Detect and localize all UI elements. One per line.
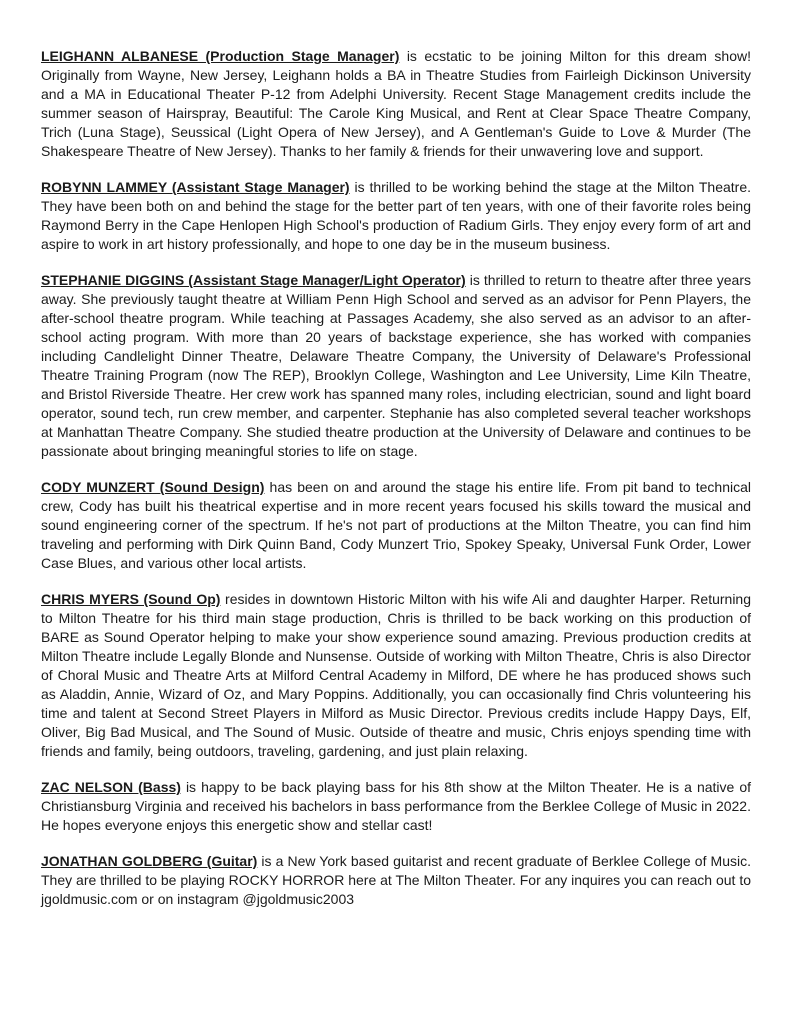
bio-paragraph <box>41 478 751 573</box>
bio-heading: CHRIS MYERS (Sound Op) <box>41 591 221 607</box>
bio-text: is thrilled to return to theatre after three years away. She previously taught theatre at William Penn High School and served as an advisor for Penn Players, the after-school theatre program. While teaching at Passages Academy, she also served as an advisor to an after-school acting program. With more than 20 years of backstage experience, she has worked with companies including Candlelight Dinner Theatre, Delaware Theatre Company, the University of Delaware's Professional Theatre Training Program (now The REP), Brooklyn College, Washington and Lee University, Lime Kiln Theatre, and Bristol Riverside Theatre. Her crew work has spanned many roles, including electrician, sound and light board operator, sound tech, run crew member, and carpenter. Stephanie has also completed several teacher workshops at Manhattan Theatre Company. She studied theatre production at the University of Delaware and continues to be passionate about bringing meaningful stories to life on stage. <box>41 272 751 459</box>
bio-paragraph <box>41 178 751 254</box>
bio-paragraph <box>41 47 751 161</box>
bio-text: resides in downtown Historic Milton with his wife Ali and daughter Harper. Returning to Milton Theatre for his third main stage production, Chris is thrilled to be back working on this production of BARE as Sound Operator helping to make your show experience sound amazing. Previous production credits at Milton Theatre include Legally Blonde and Nunsense. Outside of working with Milton Theatre, Chris is also Director of Choral Music and Theatre Arts at Milford Central Academy in Milford, DE where he has produced shows such as Aladdin, Annie, Wizard of Oz, and Mary Poppins. Additionally, you can occasionally find Chris volunteering his time and talent at Second Street Players in Milford as Music Director. Previous credits include Happy Days, Elf, Oliver, Big Bad Musical, and The Sound of Music. Outside of theatre and music, Chris enjoys spending time with friends and family, being outdoors, traveling, gardening, and just plain relaxing. <box>41 591 751 759</box>
bio-heading: LEIGHANN ALBANESE (Production Stage Manager) <box>41 48 400 64</box>
bio-heading: CODY MUNZERT (Sound Design) <box>41 479 265 495</box>
bio-heading: ZAC NELSON (Bass) <box>41 779 181 795</box>
bio-heading: ROBYNN LAMMEY (Assistant Stage Manager) <box>41 179 350 195</box>
bio-paragraph <box>41 852 751 909</box>
bio-paragraph <box>41 590 751 761</box>
bio-text: has been on and around the stage his entire life. From pit band to technical crew, Cody has built his theatrical expertise and in more recent years focused his skills toward the musical and sound engineering corner of the spectrum. If he's not part of productions at the Milton Theatre, you can find him traveling and performing with Dirk Quinn Band, Cody Munzert Trio, Spokey Speaky, Universal Funk Order, Lower Case Blues, and various other local artists. <box>41 479 751 571</box>
bio-text: is thrilled to be working behind the stage at the Milton Theatre. They have been both on and behind the stage for the better part of ten years, with one of their favorite roles being Raymond Berry in the Cape Henlopen High School's production of Radium Girls. They enjoy every form of art and aspire to work in art history professionally, and hope to one day be in the museum business. <box>41 179 751 252</box>
bio-heading: STEPHANIE DIGGINS (Assistant Stage Manager/Light Operator) <box>41 272 466 288</box>
bio-text: is happy to be back playing bass for his 8th show at the Milton Theater. He is a native of Christiansburg Virginia and received his bachelors in bass performance from the Berklee College of Music in 2022. He hopes everyone enjoys this energetic show and stellar cast! <box>41 779 752 833</box>
bio-paragraph <box>41 778 751 835</box>
bio-text: is a New York based guitarist and recent graduate of Berklee College of Music. They are thrilled to be playing ROCKY HORROR here at The Milton Theater. For any inquires you can reach out to jgoldmusic.com or on instagram @jgoldmusic2003 <box>41 853 751 907</box>
bio-paragraph <box>41 271 751 461</box>
bio-heading: JONATHAN GOLDBERG (Guitar) <box>41 853 258 869</box>
bio-text: is ecstatic to be joining Milton for this dream show! Originally from Wayne, New Jersey, Leighann holds a BA in Theatre Studies from Fairleigh Dickinson University and a MA in Educational Theater P-12 from Adelphi University. Recent Stage Management credits include the summer season of Hairspray, Beautiful: The Carole King Musical, and Rent at Clear Space Theatre Company, Trich (Luna Stage), Seussical (Light Opera of New Jersey), and A Gentleman's Guide to Love & Murder (The Shakespeare Theatre of New Jersey). Thanks to her family & friends for their unwavering love and support. <box>41 48 752 159</box>
